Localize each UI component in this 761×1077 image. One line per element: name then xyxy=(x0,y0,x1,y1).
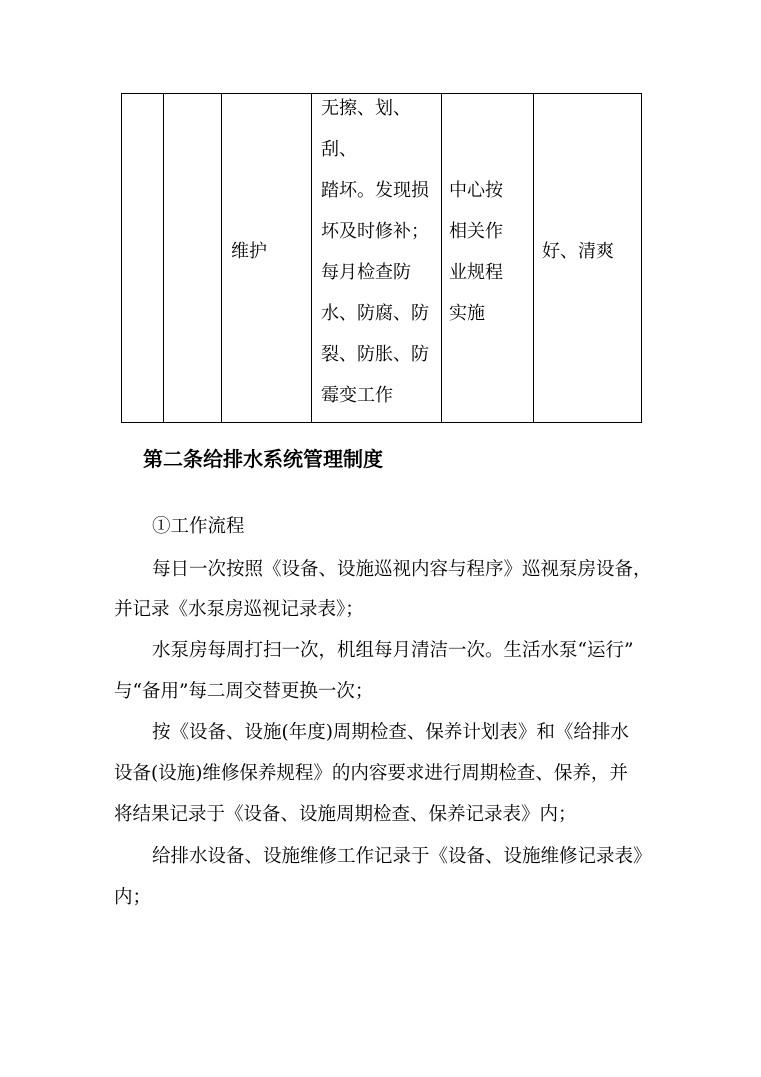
table-column-divider xyxy=(311,94,312,422)
standard-line: 踏坏。发现损 xyxy=(321,180,429,201)
paragraph-line: 内； xyxy=(114,887,152,908)
paragraph-line: 将结果记录于《设备、设施周期检查、保养记录表》内； xyxy=(114,804,577,825)
paragraph-line: 并记录《水泵房巡视记录表》； xyxy=(114,599,364,620)
method-line: 中心按 xyxy=(449,180,503,201)
paragraph-line: 按《设备、设施(年度)周期检查、保养计划表》和《给排水 xyxy=(152,722,629,743)
table-column-divider xyxy=(533,94,534,422)
paragraph-line: 每日一次按照《设备、设施巡视内容与程序》巡视泵房设备， xyxy=(152,559,652,580)
table-cell-maintenance: 维护 xyxy=(231,241,267,262)
table-cell-result: 好、清爽 xyxy=(542,241,614,262)
method-line: 实施 xyxy=(449,303,485,324)
table-column-divider xyxy=(441,94,442,422)
table-column-divider xyxy=(163,94,164,422)
method-line: 业规程 xyxy=(449,262,503,283)
standard-line: 裂、防胀、防 xyxy=(321,344,429,365)
paragraph-line: 给排水设备、设施维修工作记录于《设备、设施维修记录表》 xyxy=(152,846,652,867)
subheading-workflow: ①工作流程 xyxy=(152,516,245,537)
standard-line: 水、防腐、防 xyxy=(321,303,429,324)
table-column-divider xyxy=(221,94,222,422)
table-cell-standard xyxy=(321,88,429,416)
standard-line: 霉变工作 xyxy=(321,385,393,406)
paragraph-line: 设备(设施)维修保养规程》的内容要求进行周期检查、保养，并 xyxy=(114,763,628,784)
paragraph-line: 水泵房每周打扫一次，机组每月清洁一次。生活水泵“运行” xyxy=(152,640,634,661)
section-heading: 第二条给排水系统管理制度 xyxy=(143,447,383,471)
paragraph-line: 与“备用”每二周交替更换一次； xyxy=(114,681,374,702)
table-cell-method xyxy=(449,170,503,334)
maintenance-table xyxy=(121,93,642,423)
standard-line: 刮、 xyxy=(321,139,357,160)
standard-line: 无擦、划、 xyxy=(321,98,411,119)
method-line: 相关作 xyxy=(449,221,503,242)
standard-line: 坏及时修补； xyxy=(321,221,429,242)
standard-line: 每月检查防 xyxy=(321,262,411,283)
